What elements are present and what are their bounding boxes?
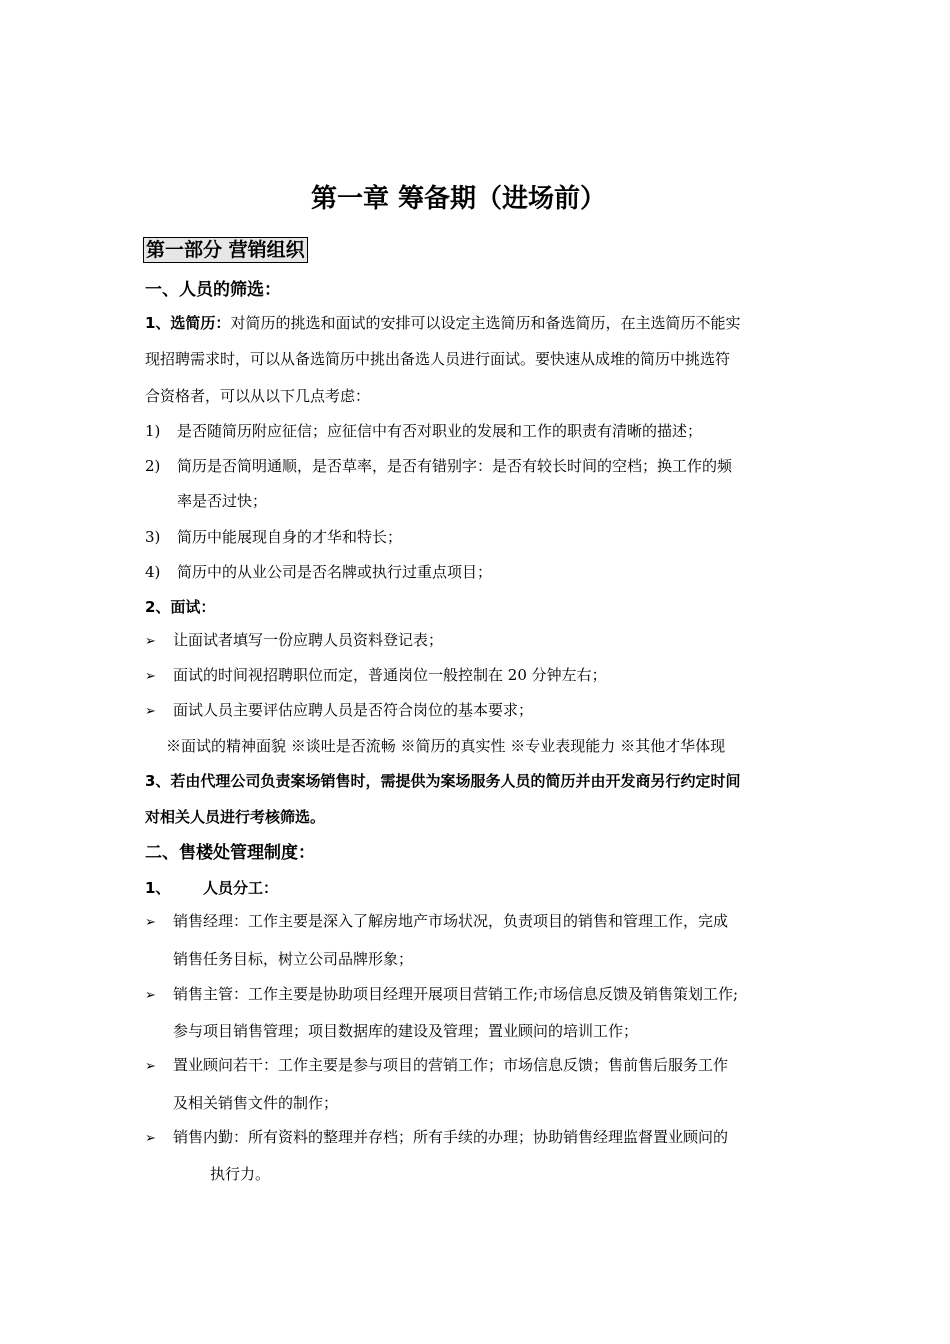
role-4-line2: 执行力。	[210, 1165, 271, 1183]
arrow-bullet-icon: ➢	[145, 988, 156, 1003]
interview-bullet-1: 让面试者填写一份应聘人员资料登记表；	[173, 631, 444, 649]
role-1-line2: 销售任务目标，树立公司品牌形象；	[173, 950, 414, 968]
point-2-cont: 率是否过快；	[177, 492, 268, 510]
item3-line2: 对相关人员进行考核筛选。	[145, 808, 326, 826]
point-3-num: 3)	[145, 528, 161, 546]
point-1-num: 1)	[145, 422, 161, 440]
point-4-text: 简历中的从业公司是否名牌或执行过重点项目；	[177, 563, 493, 581]
arrow-bullet-icon: ➢	[145, 1059, 156, 1074]
item2-label: 2、面试：	[145, 598, 216, 616]
part-title: 第一部分 营销组织	[143, 237, 308, 263]
item1-line2: 现招聘需求时，可以从备选简历中挑出备选人员进行面试。要快速从成堆的简历中挑选符	[145, 350, 731, 368]
arrow-bullet-icon: ➢	[145, 634, 156, 649]
arrow-bullet-icon: ➢	[145, 1131, 156, 1146]
item1-line1	[145, 316, 740, 331]
item1-line3: 合资格者，可以从以下几点考虑：	[145, 387, 371, 405]
role-4-line1: 销售内勤：所有资料的整理并存档；所有手续的办理；协助销售经理监督置业顾问的	[173, 1128, 729, 1146]
point-3-text: 简历中能展现自身的才华和特长；	[177, 528, 403, 546]
role-3-line1: 置业顾问若干：工作主要是参与项目的营销工作；市场信息反馈；售前售后服务工作	[173, 1056, 729, 1074]
point-4-num: 4)	[145, 563, 161, 581]
arrow-bullet-icon: ➢	[145, 669, 156, 684]
point-2-num: 2)	[145, 457, 161, 475]
role-2-line1: 销售主管：工作主要是协助项目经理开展项目营销工作;市场信息反馈及销售策划工作;	[173, 985, 739, 1003]
interview-bullet-2: 面试的时间视招聘职位而定，普通岗位一般控制在 20 分钟左右；	[173, 666, 607, 684]
chapter-title: 第一章 筹备期（进场前）	[311, 184, 607, 214]
arrow-bullet-icon: ➢	[145, 704, 156, 719]
item1-label: 1、选简历：	[145, 314, 231, 332]
point-1-text: 是否随简历附应征信；应征信中有否对职业的发展和工作的职责有清晰的描述；	[177, 422, 703, 440]
point-2-text: 简历是否简明通顺，是否草率，是否有错别字：是否有较长时间的空档；换工作的频	[177, 457, 733, 475]
arrow-bullet-icon: ➢	[145, 915, 156, 930]
role-1-line1: 销售经理：工作主要是深入了解房地产市场状况，负责项目的销售和管理工作，完成	[173, 912, 729, 930]
sub1-label: 人员分工：	[203, 879, 279, 897]
item3-line1: 3、若由代理公司负责案场销售时，需提供为案场服务人员的简历并由开发商另行约定时间	[145, 772, 741, 790]
interview-bullet-3: 面试人员主要评估应聘人员是否符合岗位的基本要求；	[173, 701, 534, 719]
item1-text: 对简历的挑选和面试的安排可以设定主选简历和备选简历，在主选简历不能实	[230, 314, 741, 332]
role-2-line2: 参与项目销售管理；项目数据库的建设及管理；置业顾问的培训工作；	[173, 1022, 639, 1040]
section1-heading: 一、人员的筛选：	[145, 280, 281, 300]
section2-heading: 二、售楼处管理制度：	[145, 843, 315, 863]
role-3-line2: 及相关销售文件的制作；	[173, 1094, 339, 1112]
sub1-num: 1、	[145, 879, 171, 897]
interview-criteria: ※面试的精神面貌 ※谈吐是否流畅 ※简历的真实性 ※专业表现能力 ※其他才华体现	[166, 737, 726, 755]
